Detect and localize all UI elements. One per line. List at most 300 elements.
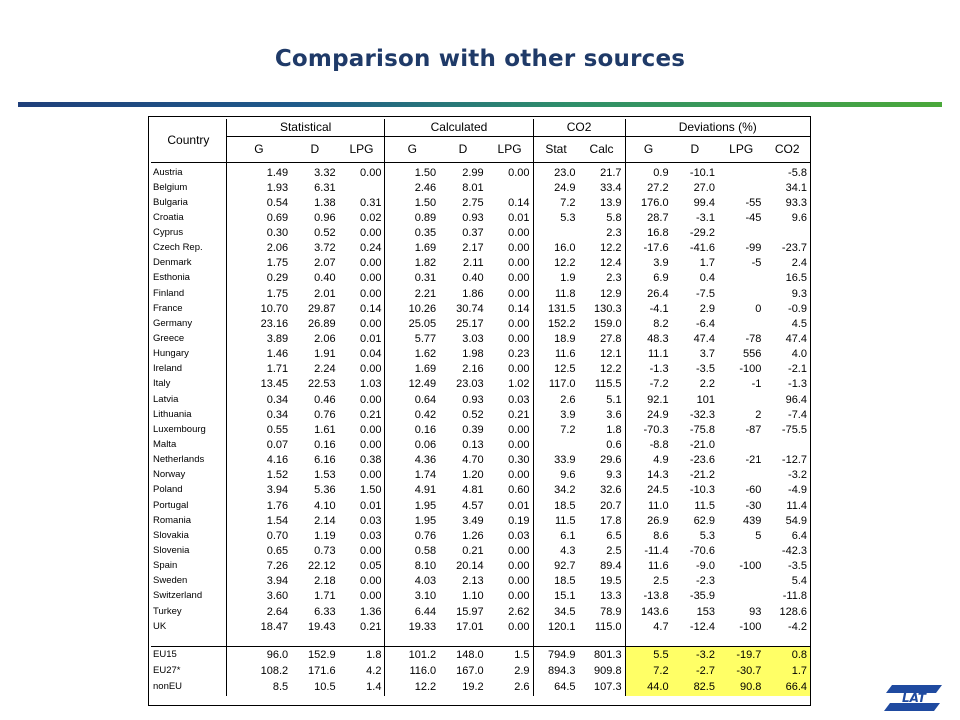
value-cell: -29.2 [689,226,715,239]
value-cell: 0.07 [266,438,289,451]
subheader-4: D [439,136,486,162]
value-cell: 1.8 [579,422,626,437]
value-cell: 0.52 [314,226,336,239]
value-cell: 439 [743,514,762,527]
table-row [151,422,810,437]
value-cell: -35.9 [689,590,715,603]
value-cell: 10.70 [260,302,289,315]
value-cell: -70.3 [643,423,669,436]
value-cell: 33.9 [554,454,576,467]
table-row [151,316,810,331]
table-row [151,543,810,558]
value-cell: 1.91 [314,348,336,361]
value-cell: 0.00 [339,392,385,407]
value-cell: 0.04 [339,347,385,362]
value-cell: -4.1 [649,302,669,315]
value-cell: 3.6 [579,407,626,422]
value-cell: 24.5 [647,484,669,497]
value-cell: 0.24 [339,241,385,256]
value-cell: 48.3 [647,332,669,345]
value-cell: 131.5 [548,302,576,315]
value-cell: 2.21 [414,287,437,300]
value-cell: 4.16 [266,454,289,467]
value-cell: 93 [749,605,762,618]
value-cell: 128.6 [779,605,807,618]
value-cell: -70.6 [689,544,715,557]
value-cell: 19.5 [579,574,626,589]
value-cell: 0.00 [339,225,385,240]
table-row [151,453,810,468]
value-cell: 6.5 [579,528,626,543]
value-cell: 0.00 [487,362,533,377]
table-row [151,437,810,452]
subheader-1: D [291,136,338,162]
country-cell: Netherlands [151,453,226,468]
group-header-statistical: Statistical [226,119,385,136]
value-cell: 23.03 [456,378,484,391]
value-cell: 5.77 [414,332,437,345]
value-cell: 15.97 [456,605,484,618]
value-cell: 0.00 [339,362,385,377]
value-cell: 0.16 [414,423,437,436]
country-cell: Romania [151,513,226,528]
value-cell: 1.5 [487,646,533,663]
value-cell: 0.40 [462,272,484,285]
value-cell: -7.2 [649,378,669,391]
value-cell: 7.2 [560,196,576,209]
subheader-2: LPG [339,136,385,162]
value-cell: 0.8 [764,646,810,663]
table-row [151,301,810,316]
value-cell: -12.4 [689,620,715,633]
value-cell: 12.5 [554,363,576,376]
value-cell: 2.75 [462,196,484,209]
value-cell [718,574,764,589]
value-cell: 12.9 [579,286,626,301]
value-cell: 6.4 [791,529,807,542]
value-cell: 1.95 [414,499,437,512]
value-cell: 120.1 [548,620,576,633]
value-cell [718,180,764,195]
value-cell: -75.5 [781,423,807,436]
value-cell: 4.03 [414,575,437,588]
value-cell: 1.7 [699,257,715,270]
value-cell: 26.89 [308,317,336,330]
value-cell: 9.3 [579,468,626,483]
value-cell: 4.3 [560,544,576,557]
gap-cell [339,634,385,646]
value-cell: 1.71 [266,363,289,376]
value-cell: 0.02 [339,210,385,225]
subheader-11: CO2 [764,136,810,162]
value-cell: 0.00 [339,589,385,604]
value-cell: 0.52 [462,408,484,421]
value-cell: 4.7 [653,620,669,633]
table-row [151,362,810,377]
value-cell: 0.69 [266,211,289,224]
value-cell: 0.13 [462,438,484,451]
value-cell: 0.19 [487,513,533,528]
value-cell: 7.26 [266,560,289,573]
gap-cell [625,634,672,646]
value-cell: 90.8 [718,679,764,696]
value-cell: 14.3 [647,469,669,482]
table-row [151,619,810,634]
value-cell: 0.21 [487,407,533,422]
country-cell: Czech Rep. [151,241,226,256]
value-cell [533,437,579,452]
value-cell: 0.00 [487,241,533,256]
value-cell [718,437,764,452]
value-cell: 4.57 [462,499,484,512]
value-cell: 0.30 [266,226,289,239]
value-cell: 0.31 [339,195,385,210]
value-cell: 23.16 [260,317,289,330]
lat-logo [884,681,944,715]
group-header-calculated: Calculated [385,119,533,136]
value-cell: 96.0 [226,646,291,663]
gap-cell [226,634,291,646]
value-cell: -2.1 [788,363,807,376]
value-cell: 1.86 [462,287,484,300]
value-cell: 11.5 [694,499,715,512]
value-cell: 101.2 [385,646,439,663]
value-cell: 171.6 [308,664,336,677]
value-cell: 2.18 [314,575,336,588]
value-cell: 66.4 [764,679,810,696]
value-cell: 2.24 [314,363,336,376]
value-cell: 1.75 [266,257,289,270]
value-cell: -100 [739,363,762,376]
value-cell: -75.8 [689,423,715,436]
value-cell: 82.5 [672,679,718,696]
value-cell: 2.62 [487,604,533,619]
value-cell: 1.76 [266,499,289,512]
value-cell: 0.00 [487,437,533,452]
value-cell: -100 [739,560,762,573]
value-cell: 2.5 [653,575,669,588]
country-cell: Cyprus [151,225,226,240]
value-cell: -7.5 [696,287,715,300]
value-cell: 116.0 [409,664,437,677]
table-row [151,498,810,513]
table-row [151,589,810,604]
table-gap [151,634,810,646]
value-cell: 0.21 [339,407,385,422]
value-cell: 0.64 [414,393,437,406]
value-cell: 4.81 [462,484,484,497]
value-cell: 3.03 [462,332,484,345]
value-cell: 0.00 [339,286,385,301]
value-cell: 1.50 [414,196,437,209]
value-cell: 34.2 [554,484,576,497]
value-cell [718,392,764,407]
value-cell: 0.34 [266,408,289,421]
aggregate-row [151,679,810,696]
table-row [151,528,810,543]
value-cell: 12.1 [579,347,626,362]
value-cell: 0.16 [314,438,336,451]
value-cell: -21.2 [689,469,715,482]
value-cell: 0.01 [339,331,385,346]
gap-cell [487,634,533,646]
value-cell: 0.42 [414,408,437,421]
value-cell: 11.6 [647,560,669,573]
value-cell: 2.01 [314,287,336,300]
value-cell: -30.7 [718,663,764,680]
value-cell: -3.5 [788,560,807,573]
value-cell: 0.00 [487,225,533,240]
value-cell: 6.1 [560,529,576,542]
value-cell: 34.1 [785,181,807,194]
value-cell: 0.05 [339,559,385,574]
value-cell: 2 [755,408,762,421]
value-cell: 0.01 [487,498,533,513]
value-cell: 3.9 [653,257,669,270]
value-cell [718,316,764,331]
value-cell: 0.30 [487,453,533,468]
value-cell: 27.0 [693,181,715,194]
value-cell: 1.69 [414,363,437,376]
value-cell: 1.61 [314,423,336,436]
value-cell: 167.0 [456,664,484,677]
value-cell: 0 [755,302,762,315]
table-row [151,574,810,589]
group-header-co2: CO2 [533,119,625,136]
value-cell: 107.3 [579,679,626,696]
value-cell: 152.2 [548,317,576,330]
value-cell: 0.01 [339,498,385,513]
value-cell: 4.9 [653,454,669,467]
value-cell: -78 [745,332,762,345]
value-cell: 23.0 [554,166,576,179]
value-cell: 89.4 [579,559,626,574]
gap-cell [385,634,439,646]
value-cell: -7.4 [788,408,807,421]
value-cell: -13.8 [643,590,669,603]
country-cell: Denmark [151,256,226,271]
country-cell: Ireland [151,362,226,377]
subheader-8: G [625,136,672,162]
value-cell: 2.06 [314,332,336,345]
country-cell: Austria [151,162,226,180]
value-cell: 1.26 [462,529,484,542]
value-cell [718,162,764,180]
value-cell: 3.60 [266,590,289,603]
value-cell: 10.5 [314,681,336,694]
value-cell: 0.21 [339,619,385,634]
value-cell: -3.5 [696,363,715,376]
gap-cell [672,634,718,646]
value-cell: 0.06 [414,438,437,451]
value-cell: 3.72 [314,242,336,255]
value-cell: 5.4 [791,575,807,588]
value-cell: 0.00 [339,574,385,589]
value-cell: 54.9 [785,514,807,527]
value-cell: 3.94 [266,484,289,497]
value-cell: 7.2 [625,663,672,680]
value-cell: 3.49 [462,514,484,527]
value-cell: 2.4 [791,257,807,270]
value-cell: 22.12 [308,560,336,573]
value-cell: 0.14 [339,301,385,316]
value-cell: 18.9 [554,332,576,345]
value-cell: -11.8 [782,590,807,603]
value-cell: 1.50 [414,166,437,179]
value-cell: 4.70 [462,454,484,467]
country-cell: Poland [151,483,226,498]
value-cell: 13.3 [579,589,626,604]
value-cell: 2.16 [462,363,484,376]
value-cell: 8.5 [272,681,289,694]
value-cell: 1.82 [414,257,437,270]
value-cell: 0.00 [487,574,533,589]
value-cell: 11.4 [786,499,807,512]
value-cell: 0.03 [487,392,533,407]
value-cell: 29.87 [308,302,336,315]
value-cell: 1.74 [414,469,437,482]
value-cell: 78.9 [579,604,626,619]
table-row [151,162,810,180]
value-cell [764,225,810,240]
value-cell: 7.2 [560,423,576,436]
value-cell: 0.14 [487,195,533,210]
value-cell [718,468,764,483]
value-cell: 794.9 [533,646,579,663]
value-cell: -42.3 [781,544,807,557]
subheader-0: G [226,136,291,162]
value-cell: 8.10 [414,560,437,573]
value-cell: 11.5 [554,514,576,527]
country-cell: Sweden [151,574,226,589]
value-cell: -11.4 [644,544,669,557]
value-cell: 19.43 [308,620,336,633]
value-cell: 2.3 [579,271,626,286]
value-cell: 1.03 [339,377,385,392]
value-cell: -12.7 [781,454,807,467]
title-divider [18,102,942,107]
value-cell: -1.3 [788,378,807,391]
country-cell: Portugal [151,498,226,513]
value-cell: 6.33 [314,605,336,618]
value-cell: 11.0 [647,499,669,512]
value-cell: 0.60 [487,483,533,498]
value-cell: 93.3 [785,196,807,209]
gap-cell [439,634,486,646]
aggregate-row [151,646,810,663]
value-cell: 2.6 [487,679,533,696]
value-cell: 99.4 [693,196,715,209]
value-cell: 5.3 [699,529,715,542]
table-row [151,210,810,225]
value-cell: 1.62 [414,348,437,361]
value-cell: 1.10 [462,590,484,603]
value-cell: -19.7 [718,646,764,663]
value-cell: 0.00 [487,286,533,301]
country-cell: EU27* [151,663,226,680]
value-cell: -9.0 [696,560,715,573]
country-cell: Germany [151,316,226,331]
value-cell: 1.98 [462,348,484,361]
value-cell: 19.2 [462,681,484,694]
value-cell: 2.9 [699,302,715,315]
value-cell: 2.99 [462,166,484,179]
value-cell: 33.4 [579,180,626,195]
value-cell: 0.00 [487,422,533,437]
value-cell [718,271,764,286]
value-cell: 9.6 [560,469,576,482]
value-cell: 0.01 [487,210,533,225]
value-cell: 8.6 [653,529,669,542]
value-cell: 1.50 [339,483,385,498]
country-cell: Slovakia [151,528,226,543]
value-cell: -10.3 [689,484,715,497]
aggregate-row [151,663,810,680]
value-cell: -87 [745,423,762,436]
value-cell: 0.65 [266,544,289,557]
value-cell: 1.53 [314,469,336,482]
value-cell: 0.89 [414,211,437,224]
value-cell: 1.19 [314,529,336,542]
value-cell: 11.6 [554,348,576,361]
value-cell: 10.26 [408,302,437,315]
value-cell: 11.1 [647,348,669,361]
value-cell: 32.6 [579,483,626,498]
country-cell: Norway [151,468,226,483]
value-cell: 0.4 [699,272,715,285]
value-cell: 159.0 [579,316,626,331]
value-cell: 1.8 [339,646,385,663]
value-cell: 25.17 [456,317,484,330]
value-cell: 0.96 [314,211,336,224]
value-cell: -32.3 [689,408,715,421]
value-cell: -100 [739,620,762,633]
value-cell: 1.69 [414,242,437,255]
value-cell: -4.9 [788,484,807,497]
value-cell: 12.49 [408,378,437,391]
value-cell: 0.03 [487,528,533,543]
value-cell: -55 [745,196,762,209]
country-cell: Esthonia [151,271,226,286]
value-cell: 3.94 [266,575,289,588]
gap-cell [151,634,226,646]
value-cell: 1.71 [314,590,336,603]
value-cell: 12.4 [579,256,626,271]
country-cell: Italy [151,377,226,392]
table-row [151,377,810,392]
value-cell: 0.00 [339,437,385,452]
value-cell: 9.3 [791,287,807,300]
value-cell: 17.8 [579,513,626,528]
value-cell: -41.6 [689,242,715,255]
value-cell: 3.9 [560,408,576,421]
value-cell: -5.8 [788,166,807,179]
value-cell: 894.3 [548,664,576,677]
value-cell: -45 [745,211,762,224]
value-cell: 0.00 [339,256,385,271]
value-cell: 6.9 [653,272,669,285]
value-cell: 0.93 [462,211,484,224]
value-cell: 1.52 [266,469,289,482]
value-cell: 12.2 [579,241,626,256]
value-cell: 0.39 [462,423,484,436]
value-cell: 0.55 [266,423,289,436]
value-cell: 4.10 [314,499,336,512]
table-row [151,180,810,195]
value-cell: -3.1 [696,211,715,224]
value-cell: 5.8 [579,210,626,225]
value-cell: 0.00 [487,589,533,604]
